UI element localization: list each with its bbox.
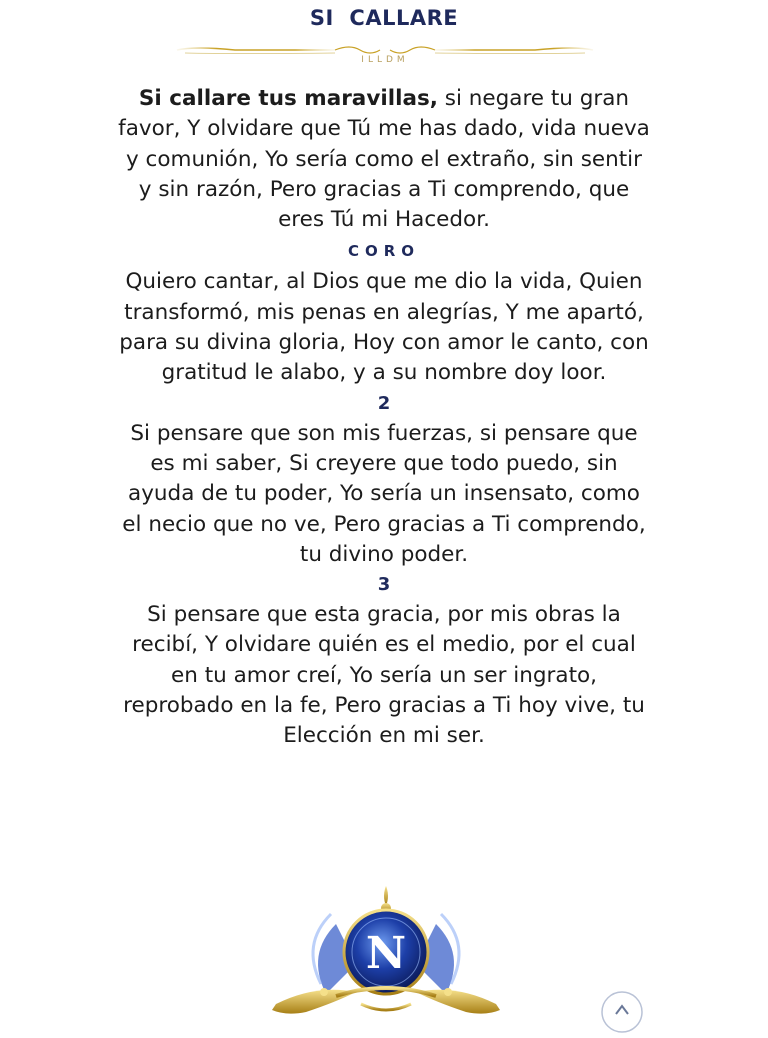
emblem-letter: N xyxy=(365,928,407,979)
divider-text: ILLDM xyxy=(361,55,409,65)
church-emblem xyxy=(266,884,506,1024)
verse-2-number: 2 xyxy=(377,392,391,414)
verse-1-text: si negare tu gran favor, Y olvidare que Tú me has dado, vida nueva y comunión, Yo sería como el extraño, sin sentir y sin razón, Pero gracias a Ti comprendo, que eres Tú mi Hacedor. xyxy=(118,86,650,233)
verse-1-lead: Si callare tus maravillas, xyxy=(138,86,438,111)
verse-3-number: 3 xyxy=(377,574,391,596)
lyrics-body xyxy=(118,84,650,752)
ornamental-divider xyxy=(175,42,595,66)
verse-1 xyxy=(118,84,650,235)
song-title: SI CALLARE xyxy=(309,6,459,30)
emblem-graphic xyxy=(266,884,506,1024)
verse-3-text: Si pensare que esta gracia, por mis obras la recibí, Y olvidare quién es el medio, por el cual en tu amor creí, Yo sería un ser ingrato, reprobado en la fe, Pero gracias a Ti hoy vive, tu Elección en mi ser. xyxy=(123,602,645,749)
divider-ornament xyxy=(175,42,595,66)
verse-2-text: Si pensare que son mis fuerzas, si pensare que es mi saber, Si creyere que todo puedo, sin ayuda de tu poder, Yo sería un insensato, como el necio que no ve, Pero gracias a Ti comprendo, tu divino poder. xyxy=(122,420,646,567)
coro-text: Quiero cantar, al Dios que me dio la vida, Quien transformó, mis penas en alegrías, Y me apartó, para su divina gloria, Hoy con amor le canto, con gratitud le alabo, y a su nombre doy loor. xyxy=(119,269,649,386)
coro-label: CORO xyxy=(347,242,421,261)
corner-badge-icon xyxy=(600,990,644,1034)
